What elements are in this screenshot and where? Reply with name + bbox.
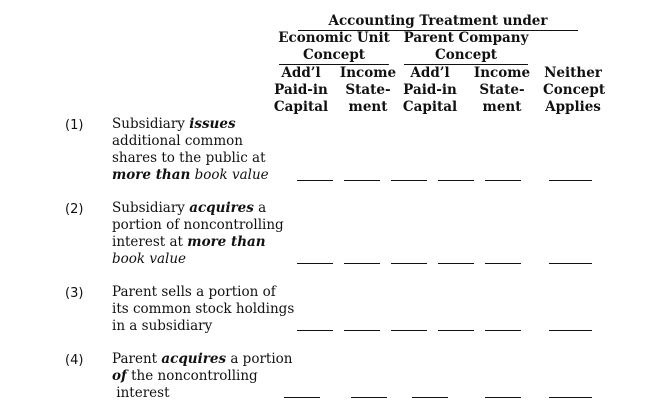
item-number: (2) [65,202,84,217]
text-run: its common stock holdings [112,301,295,317]
item-description-line [112,167,312,184]
col-pc-paid-in-capital: Add’l Paid-in Capital [402,65,458,115]
text-run: the noncontrolling [126,368,258,384]
answer-blank[interactable] [344,330,380,331]
answer-blank[interactable] [485,330,521,331]
item-description [112,200,312,268]
text-run: Subsidiary [112,116,190,132]
economic-unit-concept-label: Concept [279,47,389,65]
parent-company-concept-label: Concept [404,47,528,65]
item-description [112,351,312,402]
text-run: of [112,368,127,384]
item-description-line [112,301,312,318]
answer-blank[interactable] [412,397,448,398]
item-description-line [112,116,312,133]
answer-blank[interactable] [284,397,320,398]
text-run: a [253,200,267,216]
answer-blank[interactable] [297,263,333,264]
text-run: interest [112,385,170,401]
answer-blank[interactable] [549,263,592,264]
text-run: additional common [112,133,243,149]
item-number: (3) [65,286,84,301]
item-description-line [112,133,312,150]
col-eu-income-statement: Income State- ment [339,65,397,115]
text-run: Parent sells a portion of [112,284,276,300]
answer-blank[interactable] [549,180,592,181]
text-run: Parent [112,351,162,367]
answer-blank[interactable] [438,263,474,264]
answer-blank[interactable] [438,330,474,331]
item-description-line [112,200,312,217]
item-number: (4) [65,353,84,368]
answer-blank[interactable] [391,263,427,264]
col-neither-concept: Neither Concept Applies [543,65,606,115]
item-description-line [112,251,312,268]
item-description-line [112,150,312,167]
text-run: portion of noncontrolling [112,217,284,233]
item-description-line [112,284,312,301]
treatment-title: Accounting Treatment under [298,13,578,31]
item-description-line [112,351,312,368]
answer-blank[interactable] [344,180,380,181]
answer-blank[interactable] [391,180,427,181]
answer-blank[interactable] [351,397,387,398]
text-run: issues [189,116,236,132]
answer-blank[interactable] [391,330,427,331]
text-run: Subsidiary [112,200,190,216]
text-run: in a subsidiary [112,318,213,334]
item-description-line [112,318,312,335]
text-run: book value [112,251,187,267]
answer-blank[interactable] [485,180,521,181]
item-description [112,284,312,335]
col-eu-paid-in-capital: Add’l Paid-in Capital [273,65,329,115]
text-run: interest at [112,234,188,250]
item-description-line [112,217,312,234]
answer-blank[interactable] [344,263,380,264]
answer-blank[interactable] [485,397,521,398]
text-run: a portion [226,351,293,367]
parent-company-label: Parent Company [403,30,529,46]
text-run: acquires [189,200,254,216]
col-pc-income-statement: Income State- ment [473,65,531,115]
text-run: more than [112,167,191,183]
item-description-line [112,234,312,251]
economic-unit-label: Economic Unit [278,30,390,46]
answer-blank[interactable] [438,180,474,181]
item-description-line [112,385,312,402]
text-run: more than [187,234,266,250]
text-run: shares to the public at [112,150,266,166]
answer-blank[interactable] [549,330,592,331]
answer-blank[interactable] [549,397,592,398]
item-number: (1) [65,118,84,133]
answer-blank[interactable] [297,180,333,181]
item-description [112,116,312,184]
answer-blank[interactable] [297,330,333,331]
text-run: acquires [161,351,227,367]
text-run: book value [190,167,269,183]
answer-blank[interactable] [485,263,521,264]
item-description-line [112,368,312,385]
